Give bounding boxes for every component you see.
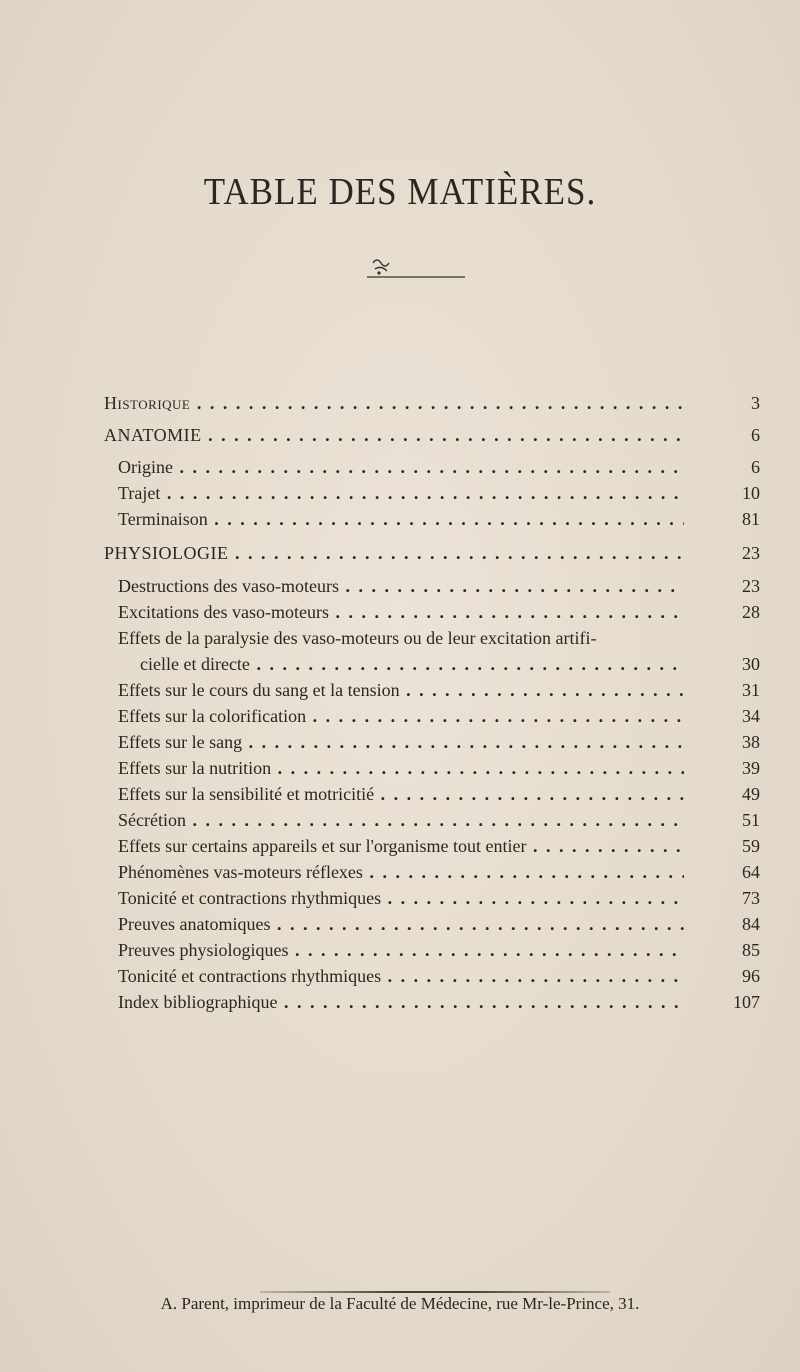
toc-entry-historique: Historique . . . 3 [0, 390, 800, 416]
toc-entry-effets-paralysie: Effets de la paralysie des vaso-moteurs ou de leur excitation artifi- [118, 628, 597, 648]
toc-entry-terminaison: Terminaison . . . 81 [0, 506, 800, 532]
toc-entry-anatomie: ANATOMIE . . . 6 [0, 422, 800, 448]
toc-entry-origine: Origine . . . 6 [0, 454, 800, 480]
toc-entry-excitations: Excitations des vaso-moteurs . . . 28 [0, 599, 800, 625]
toc-entry-sensibilite: Effets sur la sensibilité et motricitié . . . 49 [0, 781, 800, 807]
toc-entry-sang: Effets sur le sang . . . 38 [0, 729, 800, 755]
toc-entry-preuves-physiologiques: Preuves physiologiques . . . 85 [0, 937, 800, 963]
toc-entry-tonicite-1: Tonicité et contractions rhythmiques . . . 73 [0, 885, 800, 911]
page-title: TABLE DES MATIÈRES. [203, 170, 597, 213]
toc-entry-tonicite-2: Tonicité et contractions rhythmiques . . . 96 [0, 963, 800, 989]
toc-entry-trajet: Trajet . . . 10 [0, 480, 800, 506]
toc-entry-effets-paralysie-cont: cielle et directe . . . 30 [0, 651, 800, 677]
toc-entry-secretion: Sécrétion . . . 51 [0, 807, 800, 833]
ornament-rule [365, 253, 467, 283]
toc-entry-reflexes: Phénomènes vas-moteurs réflexes . . . 64 [0, 859, 800, 885]
toc-entry-nutrition: Effets sur la nutrition . . . 39 [0, 755, 800, 781]
footer-rule [260, 1291, 610, 1293]
toc-entry-index: Index bibliographique . . . 107 [0, 989, 800, 1015]
toc-entry-colorification: Effets sur la colorification . . . 34 [0, 703, 800, 729]
toc-entry-destructions: Destructions des vaso-moteurs . . . 23 [0, 573, 800, 599]
toc-entry-preuves-anatomiques: Preuves anatomiques . . . 84 [0, 911, 800, 937]
toc-entry-appareils: Effets sur certains appareils et sur l'organisme tout entier . . . 59 [0, 833, 800, 859]
toc-entry-physiologie: PHYSIOLOGIE . . . 23 [0, 540, 800, 566]
toc-entry-cours-du-sang: Effets sur le cours du sang et la tension . . . 31 [0, 677, 800, 703]
printer-imprint: A. Parent, imprimeur de la Faculté de Médecine, rue Mr-le-Prince, 31. [160, 1294, 640, 1313]
